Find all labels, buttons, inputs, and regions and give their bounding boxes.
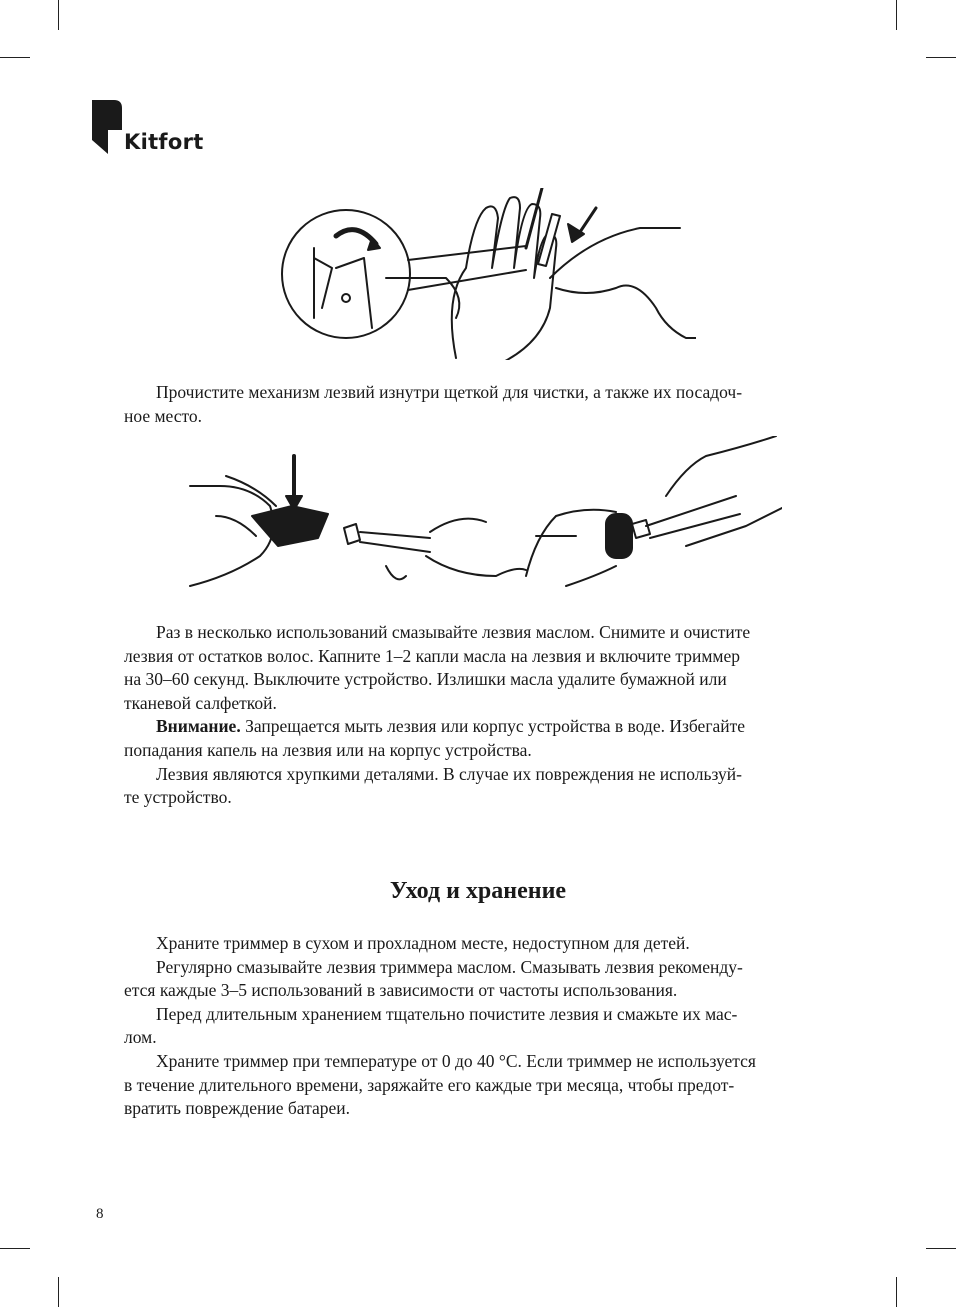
text-line: Регулярно смазывайте лезвия триммера маслом. Смазывать лезвия рекоменду- (156, 956, 743, 977)
warning-label: Внимание. (156, 716, 241, 737)
text-line: Лезвия являются хрупкими деталями. В случае их повреждения не используй- (156, 763, 742, 784)
text-line: лезвия от остатков волос. Капните 1–2 капли масла на лезвия и включите триммер (124, 645, 740, 666)
page-number: 8 (96, 1206, 104, 1222)
instruction-cleaning-brush (124, 381, 844, 428)
warning-line (124, 715, 844, 739)
text-line: ное место. (124, 405, 203, 426)
storage-section (124, 932, 844, 1121)
brand-logo (92, 100, 204, 154)
text-line: лом. (124, 1027, 157, 1048)
section-title: Уход и хранение (389, 878, 567, 904)
text-line: вратить повреждение батареи. (124, 1098, 350, 1119)
kitfort-logo-icon (92, 100, 122, 154)
brand-name: Kitfort (124, 130, 204, 154)
crop-mark (926, 57, 956, 58)
text-line: ется каждые 3–5 использований в зависимости от частоты использования. (124, 980, 678, 1001)
crop-mark (0, 57, 30, 58)
text-line: Храните триммер при температуре от 0 до 40 °C. Если триммер не используется (156, 1050, 756, 1071)
text-line: в течение длительного времени, заряжайте его каждые три месяца, чтобы предот- (124, 1074, 735, 1095)
text-line: Храните триммер в сухом и прохладном месте, недоступном для детей. (156, 933, 690, 953)
text-line: те устройство. (124, 787, 232, 808)
text-line: на 30–60 секунд. Выключите устройство. Излишки масла удалите бумажной или (124, 669, 727, 690)
warning-text: Запрещается мыть лезвия или корпус устройства в воде. Избегайте (240, 716, 746, 737)
crop-mark (58, 1277, 59, 1307)
crop-mark (896, 1277, 897, 1307)
text-line: Перед длительным хранением тщательно почистите лезвия и смажьте их мас- (156, 1003, 738, 1024)
crop-mark (0, 1248, 30, 1249)
text-line: попадания капель на лезвия или на корпус устройства. (124, 739, 532, 760)
text-line: тканевой салфеткой. (124, 692, 277, 713)
illustration-brush-cleaning (186, 436, 782, 612)
lubrication-section (124, 621, 844, 810)
text-line: Раз в несколько использований смазывайте лезвия маслом. Снимите и очистите (156, 622, 751, 642)
crop-mark (896, 0, 897, 30)
crop-mark (926, 1248, 956, 1249)
crop-mark (58, 0, 59, 30)
text-line: Прочистите механизм лезвий изнутри щеткой для чистки, а также их посадоч- (156, 382, 743, 402)
illustration-blade-removal (276, 188, 696, 360)
